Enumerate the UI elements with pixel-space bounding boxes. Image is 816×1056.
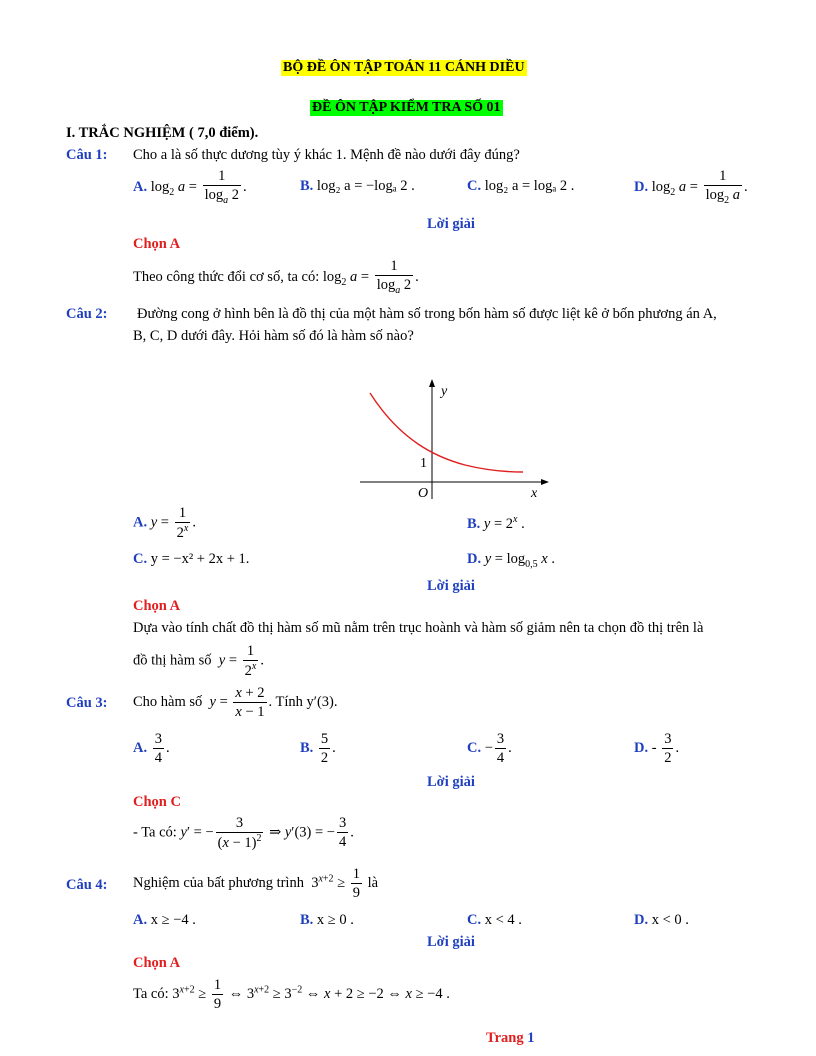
x-axis-label: x [531, 486, 538, 501]
page-footer [486, 1030, 534, 1047]
q2-choice: Chọn A [133, 598, 181, 614]
x-axis-arrow-icon [541, 479, 549, 485]
q3-text: Cho hàm số y = $\frac{x + 2}{x - 1}$ . Tính y′(3). [133, 685, 338, 720]
q4-option-a [133, 912, 196, 929]
q2-text-line1: Đường cong ở hình bên là đồ thị của một hàm số trong bốn hàm số được liệt kê ở bốn phương án A, [137, 306, 717, 322]
q3-text-pre: Cho hàm số [133, 694, 203, 711]
q1-b-label: B. [300, 178, 314, 194]
q2-c-text: y = −x² + 2x + 1. [150, 551, 250, 567]
q2-option-a: A. y = $\frac{1}{2^x}$ . [133, 505, 196, 541]
q1-c-label: C. [467, 178, 482, 194]
exponential-curve [370, 393, 523, 472]
q4-a-text: x ≥ −4 . [150, 912, 196, 928]
q3-a-label: A. [133, 740, 148, 757]
q1-explain-text: Theo công thức đổi cơ số, ta có: [133, 268, 320, 285]
q4-solution-title: Lời giải [427, 934, 475, 950]
q1-a-label: A. [133, 178, 148, 195]
q3-option-d: D. - $\frac{3}{2}$ . [634, 731, 680, 766]
q4-c-label: C. [467, 912, 482, 928]
exam-subtitle: ĐỀ ÔN TẬP KIỂM TRA SỐ 01 [312, 100, 501, 115]
q2-graph [355, 375, 555, 505]
q4-label: Câu 4: [66, 877, 108, 893]
q4-b-text: x ≥ 0 . [316, 912, 354, 928]
q1-explain: Theo công thức đổi cơ số, ta có: $\log_2 a$ = $\frac{1}{\log_a 2}$ . [133, 258, 419, 296]
page-word: Trang [486, 1030, 524, 1046]
q1-label: Câu 1: [66, 147, 108, 163]
q2-text-line2: B, C, D dưới đây. Hỏi hàm số đó là hàm số nào? [133, 328, 414, 344]
q3-text-post: . Tính y′(3). [268, 694, 338, 711]
q3-option-a: A. $\frac{3}{4}$ . [133, 731, 170, 766]
q3-d-label: D. [634, 740, 649, 757]
q4-text-post: là [367, 875, 379, 892]
q3-solution-title: Lời giải [427, 774, 475, 790]
q4-d-label: D. [634, 912, 649, 928]
q3-label: Câu 3: [66, 695, 108, 711]
q3-explain-text: - Ta có: [133, 824, 177, 841]
q2-option-d: D. $y = \log_{0,5} x$ . [467, 551, 555, 570]
q2-explain-line1: Dựa vào tính chất đồ thị hàm số mũ nằm trên trục hoành và hàm số giảm nên ta chọn đồ thị trên là [133, 620, 704, 636]
q4-d-text: x < 0 . [651, 912, 689, 928]
q1-d-label: D. [634, 178, 649, 195]
q4-choice: Chọn A [133, 955, 181, 971]
q2-option-c [133, 551, 249, 568]
y-axis-arrow-icon [429, 379, 435, 387]
q2-option-b: B. $y = 2^x$ . [467, 514, 525, 532]
intercept-label: 1 [420, 456, 427, 471]
q4-text: Nghiệm của bất phương trình $3^{x+2}$ ≥ $\frac{1}{9}$ là [133, 866, 379, 901]
q3-option-b: B. $\frac{5}{2}$ . [300, 731, 336, 766]
q3-b-label: B. [300, 740, 314, 757]
q4-a-label: A. [133, 912, 148, 928]
q1-text: Cho a là số thực dương tùy ý khác 1. Mệnh đề nào dưới đây đúng? [133, 147, 520, 163]
q1-option-a: A. $\log_2 a$ = $\frac{1}{\log_a 2}$ . [133, 168, 247, 206]
q1-choice: Chọn A [133, 236, 181, 252]
q2-d-label: D. [467, 551, 482, 567]
q2-b-label: B. [467, 515, 481, 532]
q4-explain: Ta có: $3^{x+2}$ ≥ $\frac{1}{9}$ ⇔ $3^{x+2} \ge 3^{-2}$ ⇔ x + 2 ≥ −2 ⇔ x ≥ −4 . [133, 977, 450, 1012]
q3-choice: Chọn C [133, 794, 181, 810]
q1-option-c [467, 178, 574, 195]
page-number: 1 [527, 1030, 535, 1046]
section-title: I. TRẮC NGHIỆM ( 7,0 điểm). [66, 125, 259, 141]
y-axis-label: y [441, 384, 448, 399]
q4-option-c [467, 912, 522, 929]
q2-solution-title: Lời giải [427, 578, 475, 594]
q2-label: Câu 2: [66, 306, 108, 322]
q1-b-text: log₂ a = −logₐ 2 . [316, 178, 415, 194]
q1-c-text: log₂ a = logₐ 2 . [484, 178, 575, 194]
q4-text-pre: Nghiệm của bất phương trình [133, 875, 304, 892]
q2-explain-text: đồ thị hàm số [133, 652, 212, 669]
q1-option-d: D. $\log_2 a$ = $\frac{1}{\log_2 a}$ . [634, 168, 748, 206]
origin-label: O [418, 486, 429, 501]
q1-solution-title: Lời giải [427, 216, 475, 232]
q1-option-b [300, 178, 415, 195]
q2-a-label: A. [133, 514, 148, 531]
q4-explain-text: Ta có: [133, 986, 169, 1003]
document-title: BỘ ĐỀ ÔN TẬP TOÁN 11 CÁNH DIỀU [283, 60, 525, 75]
q3-option-c: C. − $\frac{3}{4}$ . [467, 731, 512, 766]
q2-explain-line2: đồ thị hàm số y = $\frac{1}{2^x}$ . [133, 643, 264, 679]
q3-c-label: C. [467, 740, 482, 757]
q4-c-text: x < 4 . [484, 912, 522, 928]
q4-option-d [634, 912, 689, 929]
q4-option-b [300, 912, 354, 929]
q2-c-label: C. [133, 551, 148, 567]
q3-explain: - Ta có: y′ = − $\frac{3}{(x - 1)^2}$ ⇒ y′(3) = − $\frac{3}{4}$ . [133, 815, 354, 851]
q4-b-label: B. [300, 912, 314, 928]
